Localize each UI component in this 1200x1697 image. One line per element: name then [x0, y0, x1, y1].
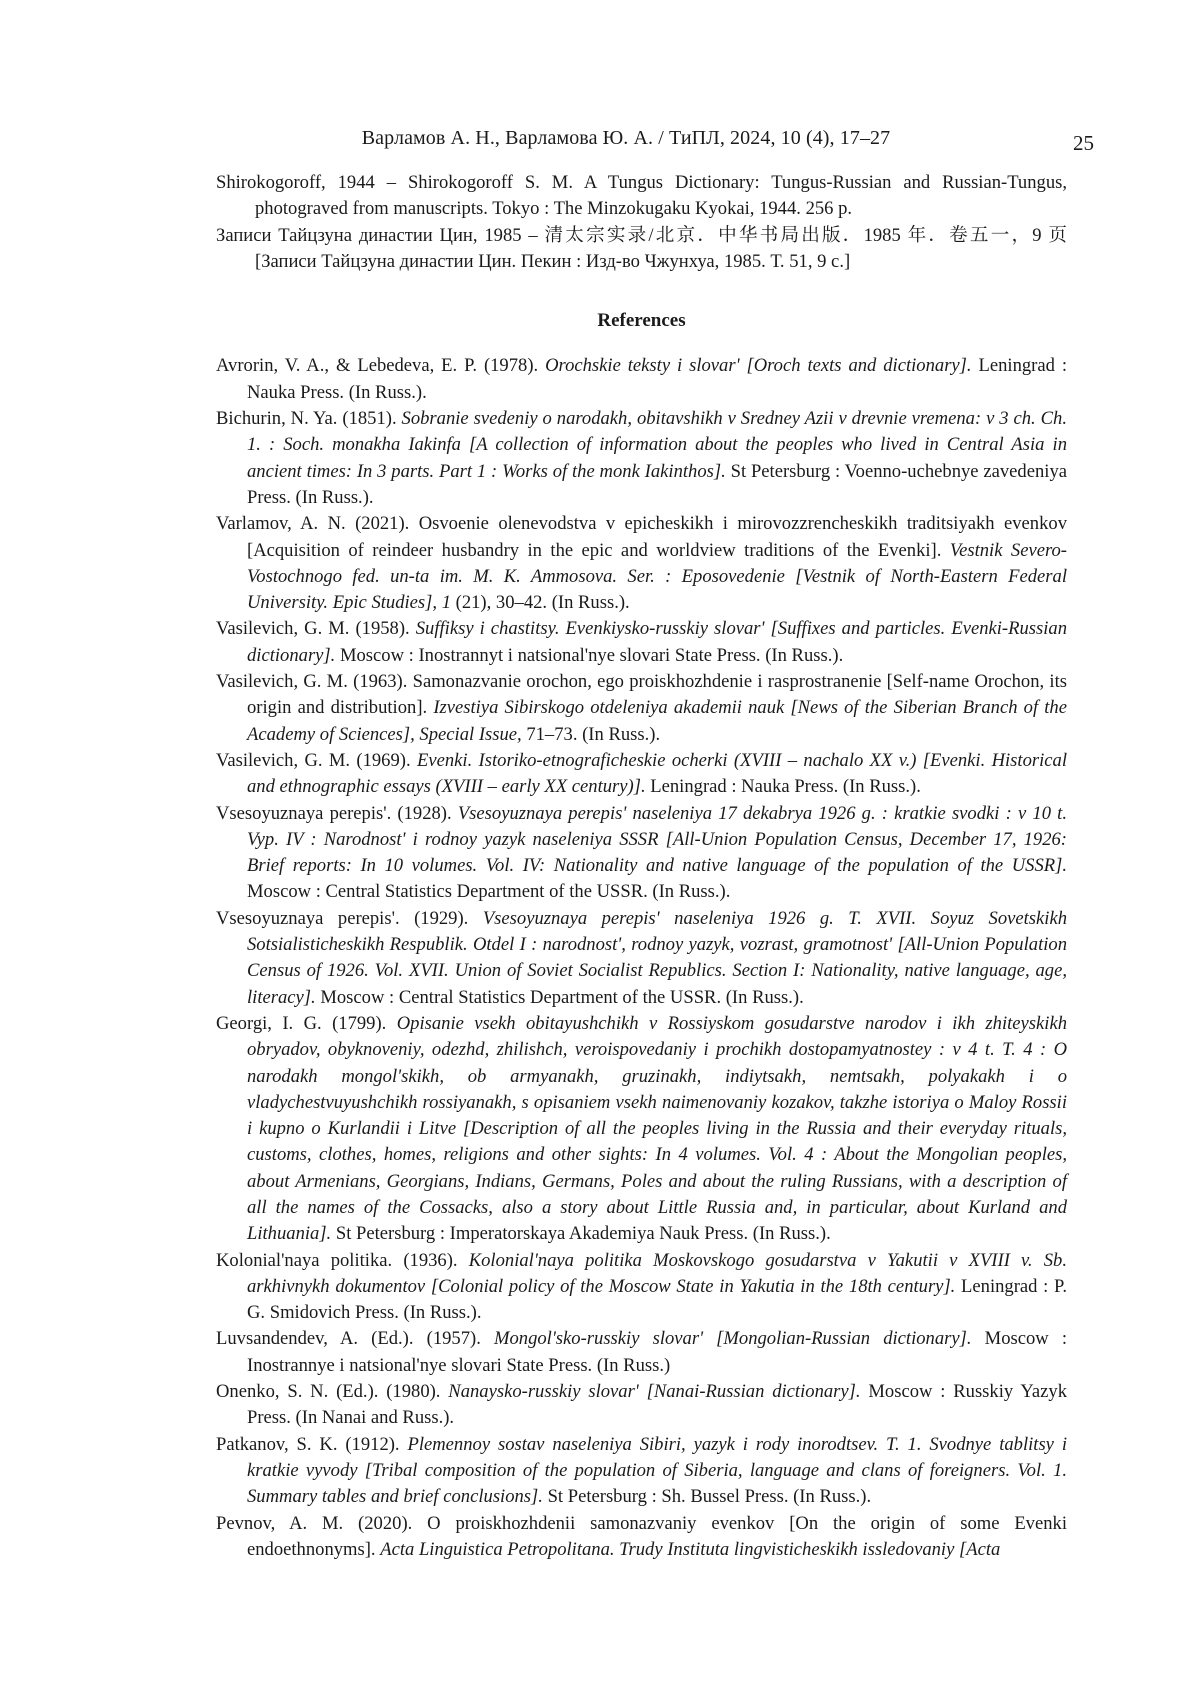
- reference-entry: [216, 801, 1067, 906]
- reference-authors: Vasilevich, G. M. (1969).: [216, 749, 417, 771]
- reference-publisher: Leningrad : Nauka Press. (In Russ.).: [645, 776, 921, 798]
- reference-authors: Vsesoyuznaya perepis'. (1928).: [216, 802, 458, 824]
- reference-entry: [216, 1432, 1067, 1511]
- source-entry-taizong-records: Записи Тайцзуна династии Цин, 1985 – 清太宗实录/北京．中华书局出版．1985 年．卷五一，9 页 [Записи Тайцзуна династии Цин. Пекин : Изд-во Чжунхуа, 1985. Т. 51, 9 с.]: [216, 224, 1067, 272]
- reference-title: Evenki. Istoriko-etnograficheskie ocherki (XVIII – nachalo XX v.) [Evenki. Historical and ethnographic essays (XVIII – early XX century)].: [247, 749, 1068, 798]
- reference-authors: Luvsandendev, A. (Ed.). (1957).: [216, 1328, 494, 1350]
- reference-title: Izvestiya Sibirskogo otdeleniya akademii nauk [News of the Siberian Branch of the Academy of Sciences], Special Issue,: [247, 697, 1067, 745]
- reference-authors: Georgi, I. G. (1799).: [216, 1012, 397, 1034]
- reference-publisher: Moscow : Inostrannyt i natsional'nye slovari State Press. (In Russ.).: [335, 644, 844, 666]
- reference-entry: [216, 906, 1067, 1011]
- running-head: Варламов А. Н., Варламова Ю. А. / ТиПЛ, 2024, 10 (4), 17–27: [361, 127, 891, 149]
- reference-title: Suffiksy i chastitsy. Evenkiysko-russkiy slovar' [Suffixes and particles. Evenki-Russian dictionary].: [247, 618, 1067, 666]
- reference-title: Vsesoyuznaya perepis' naseleniya 1926 g. T. XVII. Soyuz Sovetskikh Sotsialisticheskikh Respublik. Otdel I : narodnost', rodnoy yazyk, vozrast, gramotnost' [All-Union Population Census of 1926. Vol. XVII. Union of Soviet Socialist Republics. Section I: Nationality, native language, age, literacy].: [247, 907, 1067, 1008]
- reference-entry: [216, 616, 1067, 669]
- reference-publisher: Moscow : Central Statistics Department of the USSR. (In Russ.).: [315, 986, 804, 1008]
- reference-entry: [216, 1011, 1067, 1248]
- references-list: [216, 353, 1067, 1563]
- reference-entry: [216, 406, 1067, 511]
- reference-authors: Bichurin, N. Ya. (1851).: [216, 408, 402, 430]
- reference-title: Opisanie vsekh obitayushchikh v Rossiyskom gosudarstve narodov i ikh zhiteyskikh obryadov, obyknoveniy, odezhd, zhilishch, veroispovedaniy i prochikh dostopamyatnostey : v 4 t. T. 4 : O narodakh mongol'skikh, ob armyanakh, gruzinakh, indiytsakh, nemtsakh, polyakakh i o vladychestvuyushchikh rossiyanakh, s opisaniem vsekh naimenovaniy kozakov, takzhe istoriya o Maloy Rossii i kupno o Kurlandii i Litve [Description of all the peoples living in the Russia and their everyday rituals, customs, clothes, homes, religions and other sights: In 4 volumes. Vol. 4 : About the Mongolian peoples, about Armenians, Georgians, Indians, Germans, Poles and about the ruling Russians, with a description of all the names of the Cossacks, also a story about Little Russia and, in particular, about Kurland and Lithuania].: [247, 1012, 1067, 1245]
- reference-publisher: St Petersburg : Sh. Bussel Press. (In Russ.).: [542, 1486, 872, 1508]
- reference-authors: Vasilevich, G. M. (1963). Samonazvanie orochon, ego proiskhozhdenie i rasprostranenie [Self-name Orochon, its origin and distribution].: [216, 671, 1067, 719]
- reference-entry: [216, 669, 1067, 748]
- reference-authors: Avrorin, V. A., & Lebedeva, E. P. (1978).: [216, 355, 546, 377]
- reference-title: Vsesoyuznaya perepis' naseleniya 17 dekabrya 1926 g. : kratkie svodki : v 10 t. Vyp. IV : Narodnost' i rodnoy yazyk naseleniya SSSR [All-Union Population Census, December 17, 1926: Brief reports: In 10 volumes. Vol. IV: Nationality and native language of the population of the USSR].: [247, 802, 1067, 877]
- reference-publisher: Leningrad : P. G. Smidovich Press. (In Russ.).: [247, 1275, 1067, 1324]
- reference-title: Vestnik Severo-Vostochnogo fed. un-ta im. M. K. Ammosova. Ser. : Eposovedenie [Vestnik of North-Eastern Federal University. Epic Studies], 1: [247, 539, 1067, 614]
- reference-entry: [216, 1326, 1067, 1379]
- reference-title: Mongol'sko-russkiy slovar' [Mongolian-Russian dictionary].: [493, 1328, 972, 1350]
- reference-publisher: Moscow : Inostrannye i natsional'nye slovari State Press. (In Russ.): [247, 1328, 1067, 1376]
- reference-publisher: (21), 30–42. (In Russ.).: [451, 592, 630, 614]
- source-entry-shirokogoroff: Shirokogoroff, 1944 – Shirokogoroff S. M. A Tungus Dictionary: Tungus-Russian and Russian-Tungus, photograved from manuscripts. Tokyo : The Minzokugaku Kyokai, 1944. 256 p.: [216, 172, 1067, 220]
- reference-entry: [216, 1379, 1067, 1432]
- reference-entry: [216, 511, 1067, 616]
- reference-title: Orochskie teksty i slovar' [Oroch texts and dictionary].: [545, 355, 972, 377]
- reference-publisher: Moscow : Russkiy Yazyk Press. (In Nanai and Russ.).: [247, 1381, 1067, 1429]
- reference-authors: Patkanov, S. K. (1912).: [216, 1433, 408, 1455]
- reference-publisher: St Petersburg : Imperatorskaya Akademiya Nauk Press. (In Russ.).: [331, 1223, 831, 1245]
- page-number: 25: [1073, 131, 1094, 155]
- reference-authors: Onenko, S. N. (Ed.). (1980).: [216, 1381, 449, 1403]
- reference-entry: [216, 353, 1067, 406]
- reference-authors: Kolonial'naya politika. (1936).: [216, 1249, 469, 1271]
- reference-authors: Varlamov, A. N. (2021). Osvoenie olenevodstva v epicheskikh i mirovozzrencheskikh traditsiyakh evenkov [Acquisition of reindeer husbandry in the epic and worldview traditions of the Evenki].: [216, 513, 1067, 561]
- reference-authors: Vsesoyuznaya perepis'. (1929).: [216, 907, 483, 929]
- reference-title: Kolonial'naya politika Moskovskogo gosudarstva v Yakutii v XVIII v. Sb. arkhivnykh dokumentov [Colonial policy of the Moscow State in Yakutia in the 18th century].: [247, 1249, 1068, 1297]
- reference-entry: [216, 1511, 1067, 1564]
- references-heading: References: [597, 310, 686, 332]
- reference-title: Nanaysko-russkiy slovar' [Nanai-Russian dictionary].: [448, 1381, 861, 1403]
- reference-title: Acta Linguistica Petropolitana. Trudy Instituta lingvisticheskikh issledovaniy [Acta: [380, 1538, 1001, 1560]
- reference-entry: [216, 1248, 1067, 1327]
- reference-publisher: 71–73. (In Russ.).: [521, 723, 661, 745]
- reference-title: Sobranie svedeniy o narodakh, obitavshikh v Sredney Azii v drevnie vremena: v 3 ch. Ch. 1. : Soch. monakha Iakinfa [A collection of information about the peoples who lived in Central Asia in ancient times: In 3 parts. Part 1 : Works of the monk Iakinthos].: [247, 408, 1067, 482]
- reference-publisher: Moscow : Central Statistics Department of the USSR. (In Russ.).: [247, 881, 731, 903]
- page-body: [216, 170, 1067, 1563]
- reference-authors: Pevnov, A. M. (2020). O proiskhozhdenii samonazvaniy evenkov [On the origin of some Evenki endoethnonyms].: [216, 1512, 1067, 1560]
- reference-publisher: St Petersburg : Voenno-uchebnye zavedeniya Press. (In Russ.).: [247, 460, 1067, 508]
- reference-authors: Vasilevich, G. M. (1958).: [216, 618, 416, 640]
- reference-publisher: Leningrad : Nauka Press. (In Russ.).: [247, 355, 1067, 403]
- reference-title: Plemennoy sostav naseleniya Sibiri, yazyk i rody inorodtsev. T. 1. Svodnye tablitsy i kratkie vyvody [Tribal composition of the population of Siberia, language and clans of foreigners. Vol. 1. Summary tables and brief conclusions].: [247, 1433, 1067, 1508]
- reference-entry: [216, 748, 1067, 801]
